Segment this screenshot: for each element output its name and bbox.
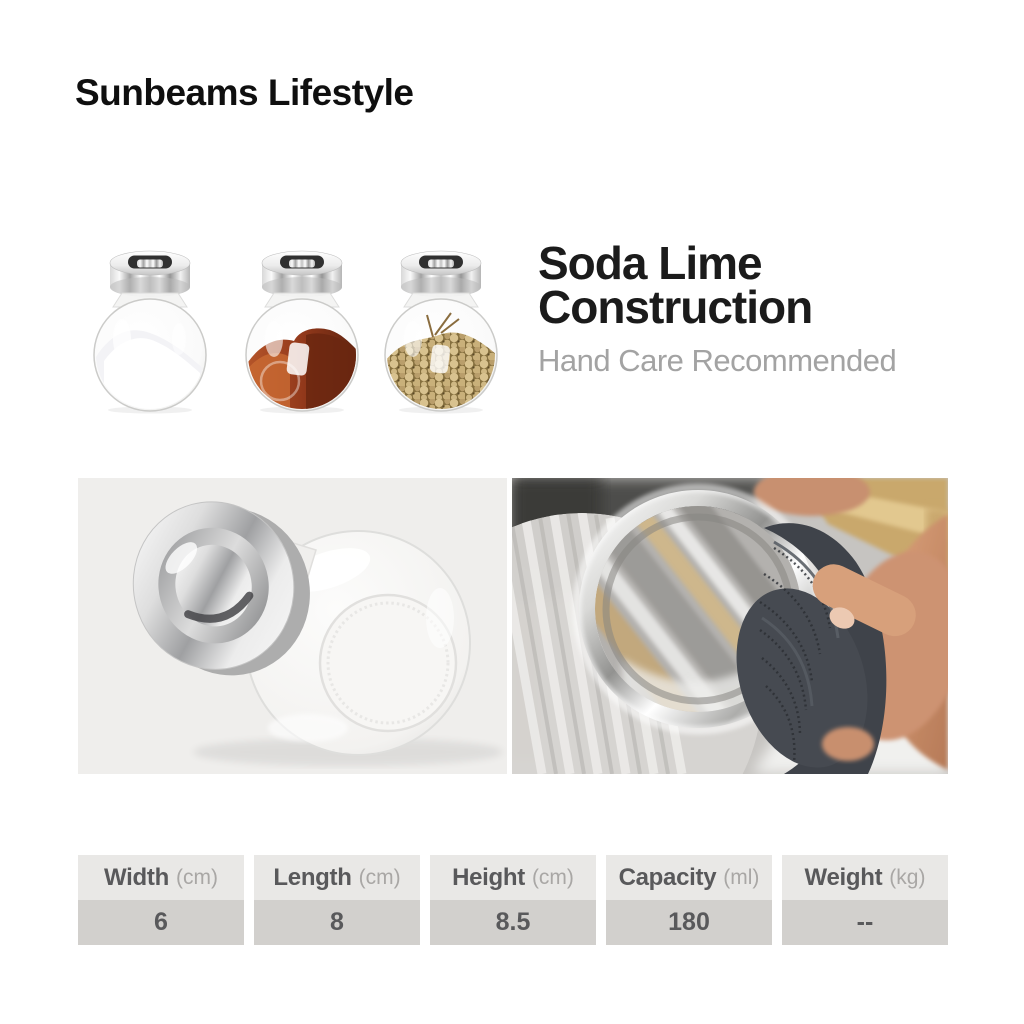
spec-table (78, 855, 948, 945)
spec-label: Weight (804, 863, 883, 891)
spec-label: Capacity (618, 863, 717, 891)
spec-unit: (ml) (723, 865, 760, 889)
hand-care-image (512, 478, 948, 774)
spec-unit: (cm) (175, 865, 218, 889)
spec-unit: (cm) (358, 865, 401, 889)
spec-label: Height (452, 863, 525, 891)
spec-value: 180 (606, 900, 772, 945)
brand-logo: Sunbeams Lifestyle (75, 72, 414, 113)
spec-col-height (430, 855, 596, 945)
spec-value: 6 (78, 900, 244, 945)
spec-value: 8 (254, 900, 420, 945)
product-photos (78, 478, 948, 774)
spec-col-capacity (606, 855, 772, 945)
spec-col-width (78, 855, 244, 945)
spec-col-length (254, 855, 420, 945)
spec-label: Length (273, 863, 352, 891)
jar-paprika (246, 251, 358, 414)
spec-unit: (cm) (531, 865, 574, 889)
spec-value: 8.5 (430, 900, 596, 945)
jar-side-image (78, 478, 507, 774)
jar-salt (94, 251, 206, 414)
feature-subtitle: Hand Care Recommended (538, 343, 897, 379)
feature-title (538, 237, 968, 333)
jar-peppercorns (385, 251, 497, 414)
feature-title-line2: Construction (538, 280, 813, 333)
spec-unit: (kg) (889, 865, 926, 889)
feature-title-line1: Soda Lime (538, 237, 762, 289)
spec-value: -- (782, 900, 948, 945)
spec-label: Width (104, 863, 169, 891)
spice-jars-image (78, 243, 518, 415)
spec-col-weight (782, 855, 948, 945)
